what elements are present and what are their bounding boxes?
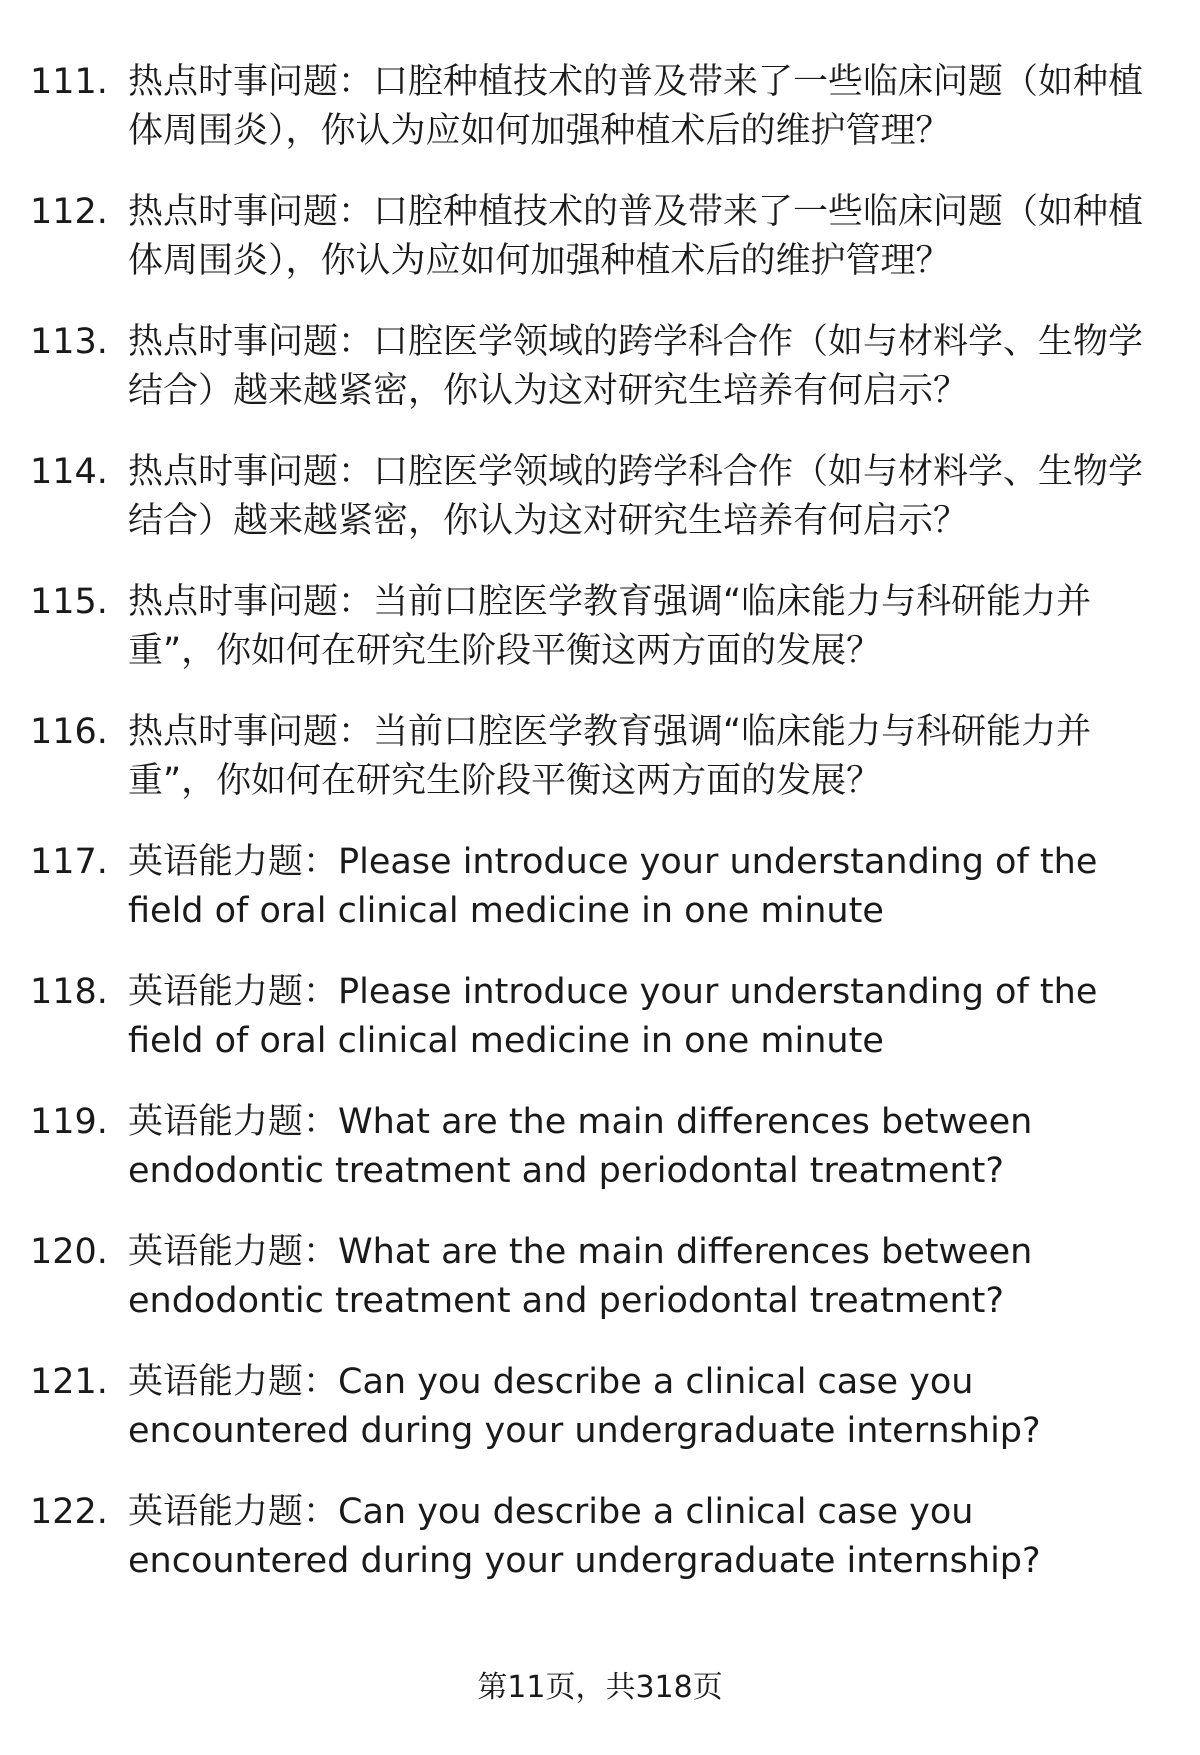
question-number: 120. <box>30 1232 108 1272</box>
question-number: 118. <box>30 972 108 1012</box>
question-text: 英语能力题：Please introduce your understanding of the field of oral clinical medicine in one minute <box>128 842 1098 931</box>
question-number: 121. <box>30 1362 108 1402</box>
question-item <box>30 188 1160 286</box>
question-text: 热点时事问题：口腔医学领域的跨学科合作（如与材料学、生物学结合）越来越紧密，你认为这对研究生培养有何启示？ <box>128 452 1144 541</box>
question-text: 热点时事问题：口腔种植技术的普及带来了一些临床问题（如种植体周围炎），你认为应如何加强种植术后的维护管理？ <box>128 192 1144 281</box>
question-item <box>30 578 1160 676</box>
question-item <box>30 1358 1160 1456</box>
question-item <box>30 58 1160 156</box>
question-item <box>30 968 1160 1066</box>
question-item <box>30 1098 1160 1196</box>
question-item <box>30 1488 1160 1586</box>
page-number-label: 第11页，共318页 <box>477 1670 723 1705</box>
question-number: 122. <box>30 1492 108 1532</box>
question-text: 英语能力题：Can you describe a clinical case you encountered during your undergraduate internship? <box>128 1492 1041 1581</box>
question-item <box>30 448 1160 546</box>
question-item <box>30 708 1160 806</box>
question-text: 热点时事问题：当前口腔医学教育强调“临床能力与科研能力并重”，你如何在研究生阶段平衡这两方面的发展？ <box>128 712 1092 801</box>
question-text: 热点时事问题：口腔医学领域的跨学科合作（如与材料学、生物学结合）越来越紧密，你认为这对研究生培养有何启示？ <box>128 322 1144 411</box>
question-number: 115. <box>30 582 108 622</box>
question-number: 112. <box>30 192 108 232</box>
question-number: 119. <box>30 1102 108 1142</box>
question-item <box>30 1228 1160 1326</box>
question-number: 116. <box>30 712 108 752</box>
question-text: 英语能力题：Please introduce your understanding of the field of oral clinical medicine in one minute <box>128 972 1098 1061</box>
question-text: 热点时事问题：当前口腔医学教育强调“临床能力与科研能力并重”，你如何在研究生阶段平衡这两方面的发展？ <box>128 582 1092 671</box>
question-text: 热点时事问题：口腔种植技术的普及带来了一些临床问题（如种植体周围炎），你认为应如何加强种植术后的维护管理？ <box>128 62 1144 151</box>
page-footer <box>0 1668 1200 1708</box>
question-text: 英语能力题：What are the main differences between endodontic treatment and periodontal treatment? <box>128 1232 1033 1321</box>
question-text: 英语能力题：What are the main differences between endodontic treatment and periodontal treatment? <box>128 1102 1033 1191</box>
question-number: 117. <box>30 842 108 882</box>
question-text: 英语能力题：Can you describe a clinical case you encountered during your undergraduate internship? <box>128 1362 1041 1451</box>
question-number: 113. <box>30 322 108 362</box>
question-number: 111. <box>30 62 108 102</box>
question-item <box>30 318 1160 416</box>
question-item <box>30 838 1160 936</box>
question-number: 114. <box>30 452 108 492</box>
question-list <box>30 58 1160 1618</box>
